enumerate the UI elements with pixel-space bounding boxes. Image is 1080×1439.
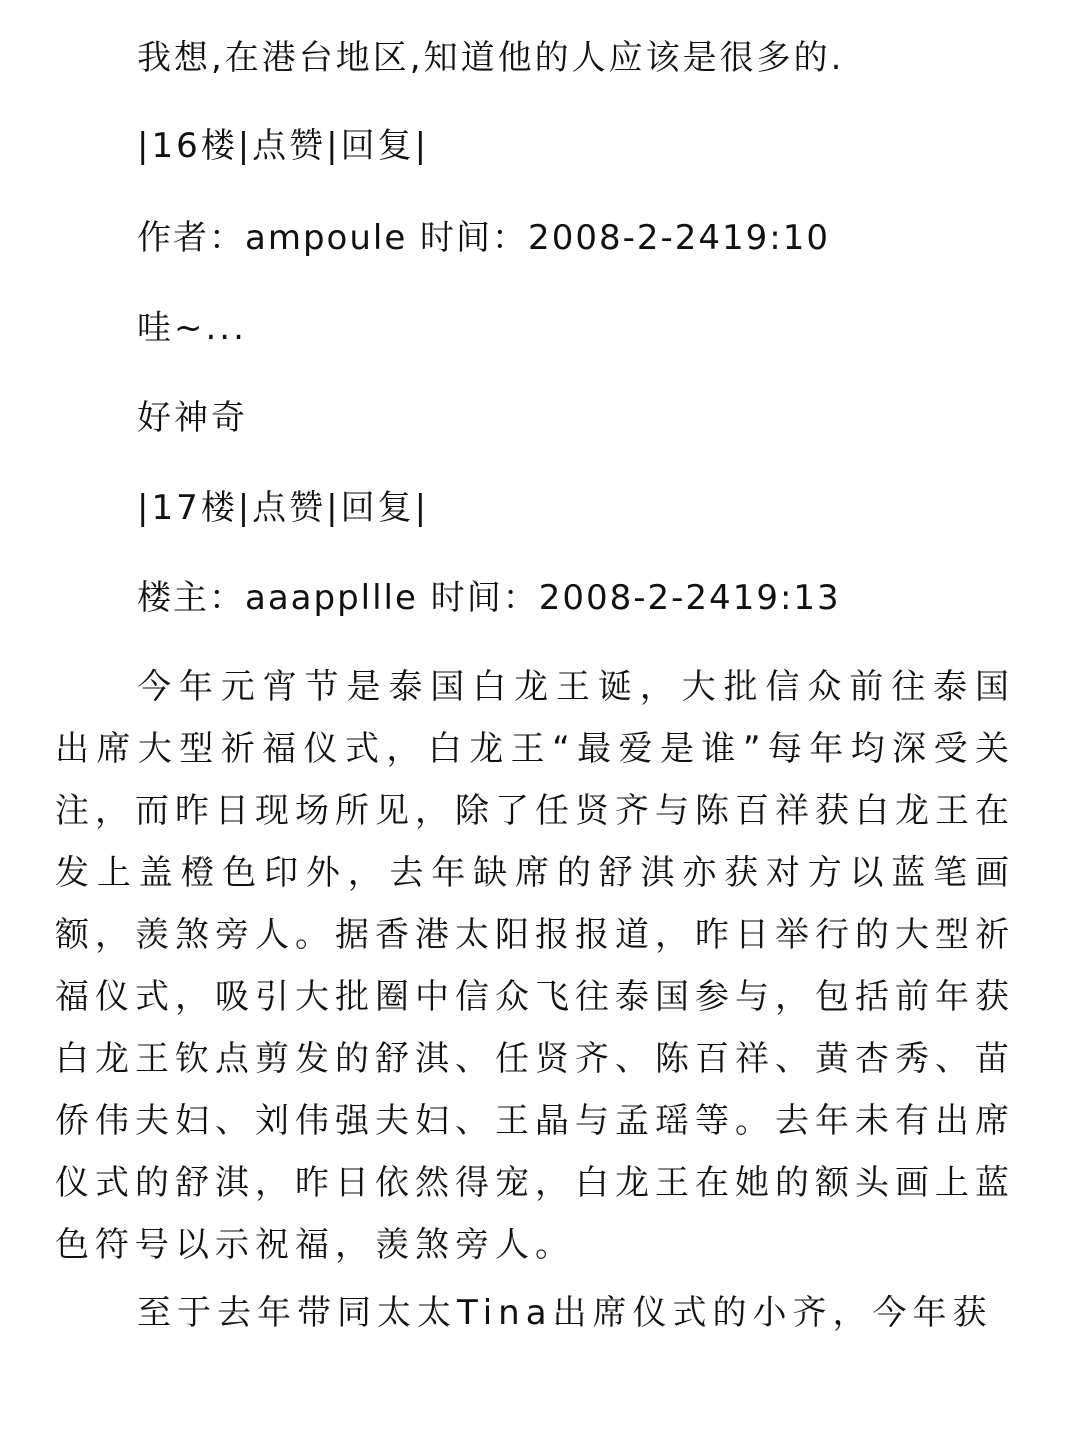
text-line: 我想,在港台地区,知道他的人应该是很多的.	[137, 38, 845, 78]
body-paragraph: 今年元宵节是泰国白龙王诞，大批信众前往泰国出席大型祈福仪式，白龙王“最爱是谁”每年均深受关注，而昨日现场所见，除了任贤齐与陈百祥获白龙王在发上盖橙色印外，去年缺席的舒淇亦获对方以蓝笔画额，羡煞旁人。据香港太阳报报道，昨日举行的大型祈福仪式，吸引大批圈中信众飞往泰国参与，包括前年获白龙王钦点剪发的舒淇、任贤齐、陈百祥、黄杏秀、苗侨伟夫妇、刘伟强夫妇、王晶与孟瑶等。去年未有出席仪式的舒淇，昨日依然得宠，白龙王在她的额头画上蓝色符号以示祝福，羡煞旁人。	[55, 667, 1015, 1265]
text-line: 好神奇	[137, 398, 248, 438]
floor-17-header: |17楼|点赞|回复|	[137, 488, 430, 528]
post-meta-16: 作者：ampoule 时间：2008-2-2419:10	[137, 218, 831, 258]
post-meta-17: 楼主：aaappllle 时间：2008-2-2419:13	[137, 578, 841, 618]
text-line: 哇~...	[137, 308, 247, 348]
body-paragraph: 至于去年带同太太Tina出席仪式的小齐，今年获	[137, 1293, 993, 1333]
floor-16-header: |16楼|点赞|回复|	[137, 126, 430, 166]
